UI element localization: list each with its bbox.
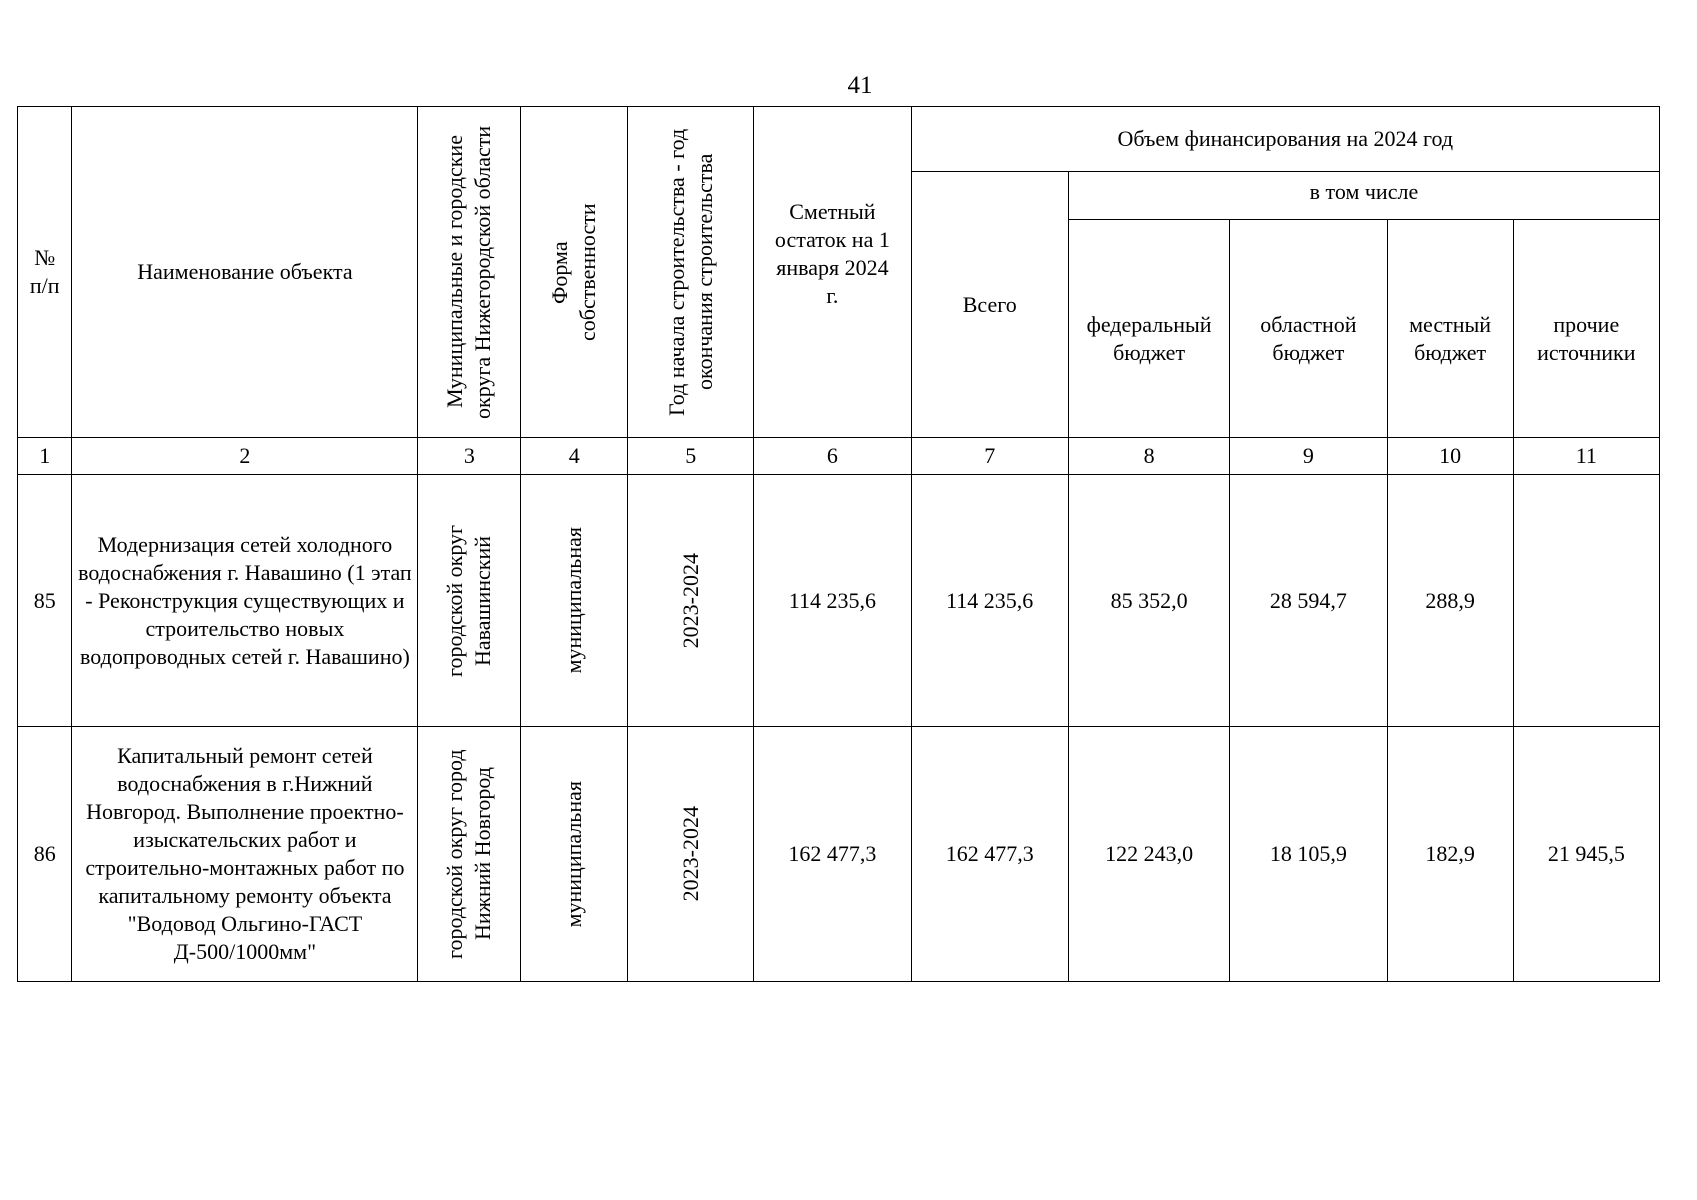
column-number: 9 [1230,438,1387,475]
row-federal: 122 243,0 [1068,727,1229,982]
header-including [1068,172,1659,220]
header-federal-text: федеральный бюджет [1086,311,1212,365]
row-municipality [418,727,521,982]
row-num: 86 [18,727,72,982]
header-name: Наименование объекта [72,107,418,438]
header-ownership [521,107,628,438]
header-ownership-text: Форма собственности [547,203,601,341]
column-number: 3 [418,438,521,475]
row-name: Модернизация сетей холодного водоснабжения г. Навашино (1 этап - Реконструкция существующих и строительство новых водопроводных сетей г. Навашино) [72,475,418,727]
row-years-text: 2023-2024 [677,806,703,902]
column-number: 11 [1513,438,1659,475]
column-number: 8 [1068,438,1229,475]
header-regional-text: областной бюджет [1260,311,1357,365]
header-municipality [418,107,521,438]
column-number: 10 [1387,438,1513,475]
column-number: 2 [72,438,418,475]
row-other [1513,475,1659,727]
table-row [18,475,1660,727]
header-local-text: местный бюджет [1409,311,1492,365]
header-years-text: Год начала строительства - год окончания строительства [663,128,717,416]
header-regional [1230,220,1387,438]
row-municipality [418,475,521,727]
header-years [628,107,754,438]
header-federal [1068,220,1229,438]
row-municipality-text: городской округ город Нижний Новгород [442,749,496,959]
header-municipality-text: Муниципальные и городские округа Нижегородской области [442,125,496,419]
row-local: 288,9 [1387,475,1513,727]
header-including-text: в том числе [1309,178,1419,204]
row-ownership [521,727,628,982]
header-estimate-text: Сметный остаток на 1 января 2024 г. [774,199,890,308]
column-number: 1 [18,438,72,475]
header-funding-group: Объем финансирования на 2024 год [911,107,1659,172]
table-row [18,727,1660,982]
funding-table [17,106,1660,982]
row-years [628,475,754,727]
header-total: Всего [911,172,1068,438]
column-number: 5 [628,438,754,475]
row-years-text: 2023-2024 [677,552,703,649]
header-other [1513,220,1659,438]
header-estimate [754,107,911,438]
row-num: 85 [18,475,72,727]
row-municipality-text: городской округ Навашинский [442,524,496,677]
column-number: 7 [911,438,1068,475]
column-number: 6 [754,438,911,475]
page-number: 41 [847,72,873,99]
row-federal: 85 352,0 [1068,475,1229,727]
row-local: 182,9 [1387,727,1513,982]
row-ownership-text: муниципальная [561,780,587,928]
row-total: 162 477,3 [911,727,1068,982]
row-regional: 18 105,9 [1230,727,1387,982]
row-years [628,727,754,982]
header-local [1387,220,1513,438]
row-ownership-text: муниципальная [561,527,587,674]
column-number: 4 [521,438,628,475]
header-other-text: прочие источники [1537,311,1636,365]
row-estimate: 114 235,6 [754,475,911,727]
row-ownership [521,475,628,727]
row-other: 21 945,5 [1513,727,1659,982]
row-regional: 28 594,7 [1230,475,1387,727]
column-numbers-row [18,438,1660,475]
row-total: 114 235,6 [911,475,1068,727]
header-num: № п/п [18,107,72,438]
row-name: Капитальный ремонт сетей водоснабжения в г.Нижний Новгород. Выполнение проектно-изыскательских работ и строительно-монтажных работ по капитальному ремонту объекта "Водовод Ольгино-ГАСТ Д-500/1000мм" [72,727,418,982]
row-estimate: 162 477,3 [754,727,911,982]
